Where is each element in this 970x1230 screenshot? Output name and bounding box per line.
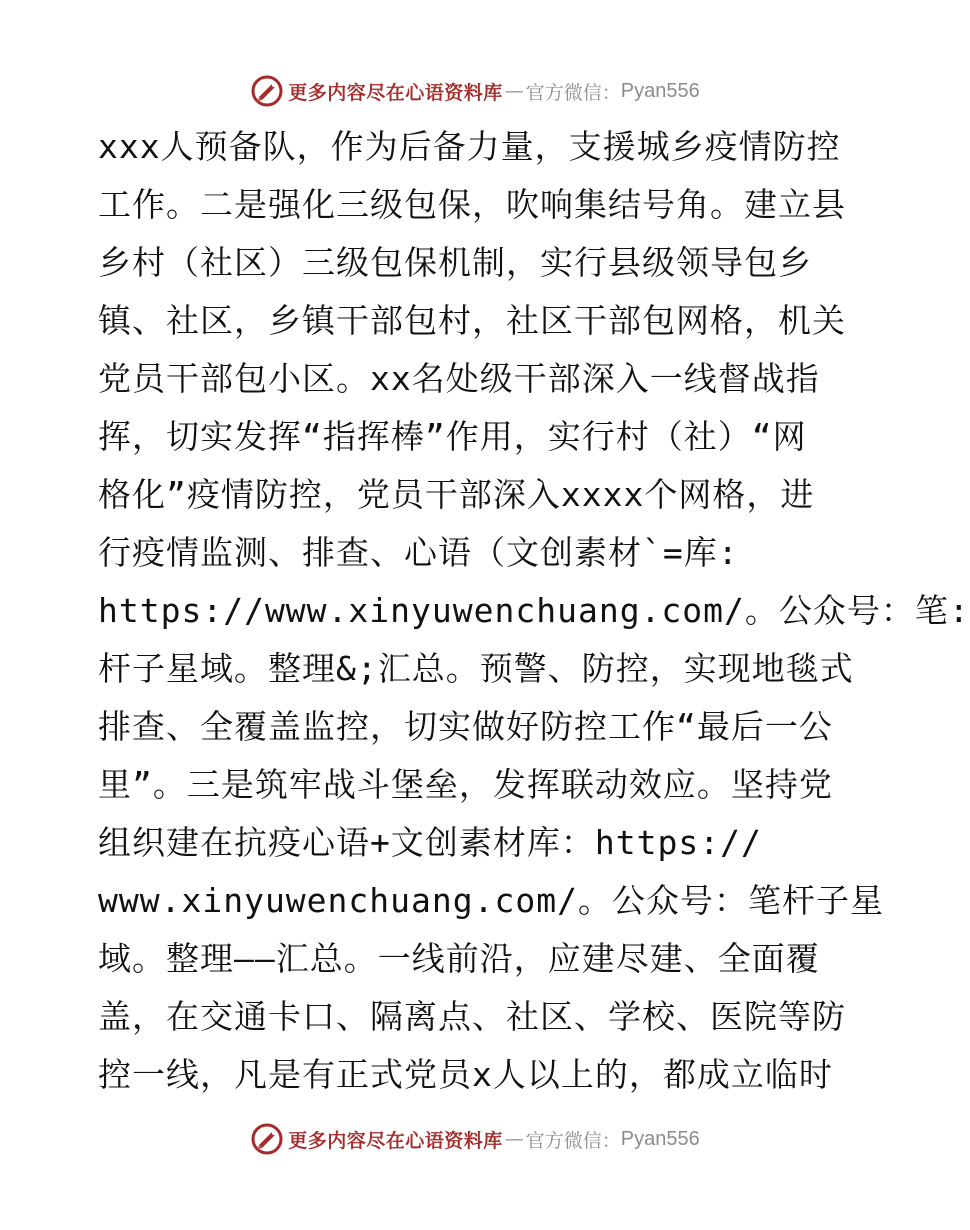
text-line: 行疫情监测、排查、心语（文创素材`=库: [98,533,739,572]
text-line: 党员干部包小区。xx名处级干部深入一线督战指 [98,359,820,398]
text-line: 组织建在抗疫心语+文创素材库：https:// [98,823,762,862]
text-line: 里”。三是筑牢战斗堡垒，发挥联动效应。坚持党 [98,765,833,804]
header-dash: — [504,80,524,102]
text-line: 挥，切实发挥“指挥棒”作用，实行村（社）“网 [98,417,807,456]
text-line: 盖，在交通卡口、隔离点、社区、学校、医院等防 [98,997,846,1036]
text-line: 格化”疫情防控，党员干部深入xxxx个网格，进 [98,475,815,514]
text-line: 工作。二是强化三级包保，吹响集结号角。建立县 [98,185,846,224]
header-official-label: 官方微信： [525,81,621,104]
pen-logo-icon [250,74,284,108]
header-wechat-id: Pyan556 [620,79,700,102]
document-body [98,118,970,1104]
header-banner [0,71,950,111]
footer-wechat-id: Pyan556 [620,1127,700,1150]
text-line: https://www.xinyuwenchuang.com/。公众号：笔: [98,591,970,630]
text-line: 排查、全覆盖监控，切实做好防控工作“最后一公 [98,707,833,746]
footer-dash: — [504,1128,524,1150]
footer-official-label: 官方微信： [525,1129,621,1152]
header-slogan: 更多内容尽在心语资料库 [288,81,503,104]
text-line: 域。整理——汇总。一线前沿，应建尽建、全面覆 [98,939,820,978]
pen-logo-icon [250,1122,284,1156]
footer-slogan: 更多内容尽在心语资料库 [288,1129,503,1152]
text-line: xxx人预备队，作为后备力量，支援城乡疫情防控 [98,127,841,166]
text-line: 镇、社区，乡镇干部包村，社区干部包网格，机关 [98,301,846,340]
footer-banner [0,1119,950,1159]
text-line: 杆子星域。整理&;汇总。预警、防控，实现地毯式 [98,649,854,688]
text-line: 控一线，凡是有正式党员x人以上的，都成立临时 [98,1055,833,1094]
text-line: www.xinyuwenchuang.com/。公众号：笔杆子星 [98,881,884,920]
text-line: 乡村（社区）三级包保机制，实行县级领导包乡 [98,243,812,282]
